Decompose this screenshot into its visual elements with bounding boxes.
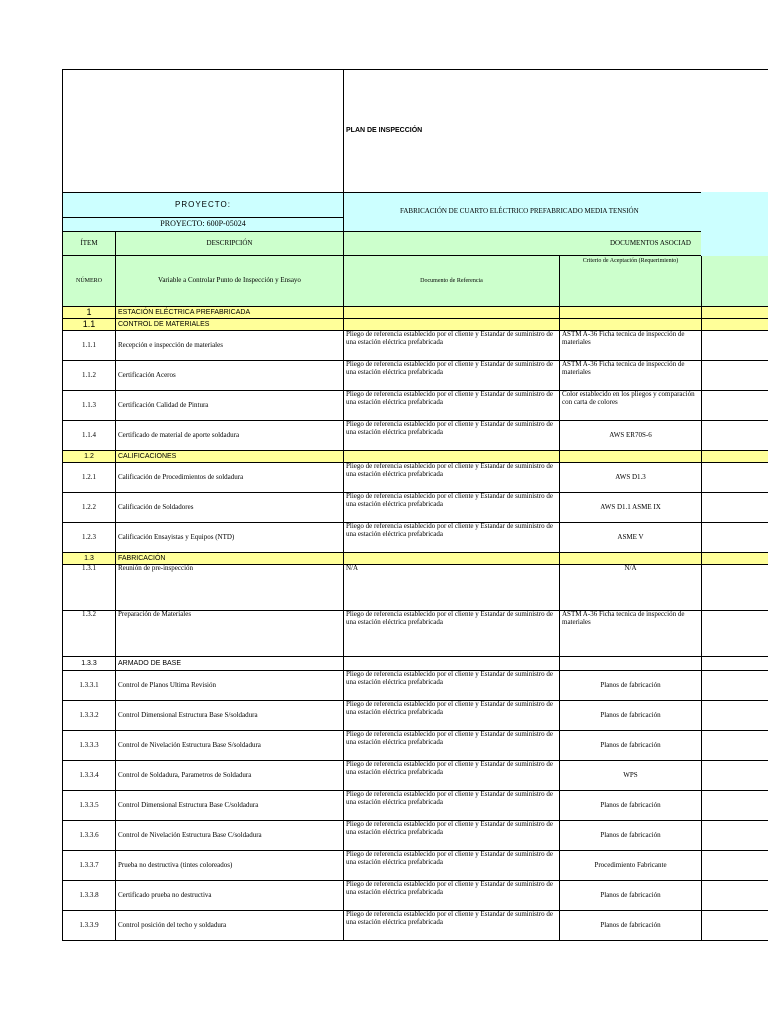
- item-description: Control de Soldadura, Parametros de Soldadura: [116, 761, 344, 791]
- cyan-band-edge: [701, 192, 768, 256]
- section-number: 1.1: [63, 319, 116, 331]
- reference-document: Pliego de referencia establecido por el cliente y Estandar de suministro de una estación eléctrica prefabricada: [344, 361, 560, 391]
- section-title: CALIFICACIONES: [116, 451, 344, 463]
- section-number: 1.2: [63, 451, 116, 463]
- item-description: Calificación de Procedimientos de soldadura: [116, 463, 344, 493]
- reference-document: Pliego de referencia establecido por el cliente y Estandar de suministro de una estación eléctrica prefabricada: [344, 331, 560, 361]
- table-row: [63, 553, 768, 565]
- empty-cell: [702, 701, 768, 731]
- item-number: 1.2.2: [63, 493, 116, 523]
- empty-cell: [702, 851, 768, 881]
- reference-document: Pliego de referencia establecido por el cliente y Estandar de suministro de una estación eléctrica prefabricada: [344, 611, 560, 657]
- acceptance-criteria: ASTM A-36 Ficha tecnica de inspección de materiales: [560, 611, 702, 657]
- table-row: [63, 881, 768, 911]
- empty-cell: [560, 307, 702, 319]
- item-description: Control Dimensional Estructura Base C/soldadura: [116, 791, 344, 821]
- acceptance-criteria: Planos de fabricación: [560, 821, 702, 851]
- empty-cell: [702, 361, 768, 391]
- table-row: [63, 791, 768, 821]
- table-row: [63, 851, 768, 881]
- column-header-row: [63, 232, 768, 256]
- empty-cell: [344, 553, 560, 565]
- col-numero: NÚMERO: [63, 256, 116, 307]
- acceptance-criteria: AWS D1.1 ASME IX: [560, 493, 702, 523]
- acceptance-criteria: Procedimiento Fabricante: [560, 851, 702, 881]
- table-row: [63, 731, 768, 761]
- empty-cell: [702, 611, 768, 657]
- item-number: 1.1.1: [63, 331, 116, 361]
- reference-document: Pliego de referencia establecido por el cliente y Estandar de suministro de una estación eléctrica prefabricada: [344, 911, 560, 941]
- item-number: 1.3.3.6: [63, 821, 116, 851]
- section-number: 1.3.3: [63, 657, 116, 671]
- empty-cell: [560, 319, 702, 331]
- item-number: 1.3.3.9: [63, 911, 116, 941]
- acceptance-criteria: ASME V: [560, 523, 702, 553]
- acceptance-criteria: Planos de fabricación: [560, 731, 702, 761]
- empty-cell: [702, 391, 768, 421]
- reference-document: Pliego de referencia establecido por el cliente y Estandar de suministro de una estación eléctrica prefabricada: [344, 391, 560, 421]
- acceptance-criteria: Color establecido en los pliegos y comparación con carta de colores: [560, 391, 702, 421]
- empty-cell: [702, 319, 768, 331]
- table-row: [63, 701, 768, 731]
- item-number: 1.3.3.4: [63, 761, 116, 791]
- empty-cell: [702, 331, 768, 361]
- title-row: [63, 70, 768, 193]
- item-number: 1.2.1: [63, 463, 116, 493]
- item-description: Control de Nivelación Estructura Base C/soldadura: [116, 821, 344, 851]
- table-row: [63, 463, 768, 493]
- empty-cell: [702, 421, 768, 451]
- empty-cell: [702, 911, 768, 941]
- reference-document: Pliego de referencia establecido por el cliente y Estandar de suministro de una estación eléctrica prefabricada: [344, 421, 560, 451]
- logo-cell: [63, 70, 344, 193]
- item-number: 1.1.4: [63, 421, 116, 451]
- acceptance-criteria: Planos de fabricación: [560, 881, 702, 911]
- page-title: PLAN DE INSPECCIÓN: [344, 70, 768, 193]
- item-description: Reunión de pre-inspección: [116, 565, 344, 611]
- col-documentos: DOCUMENTOS ASOCIAD: [344, 232, 768, 256]
- project-code: PROYECTO: 600P-05024: [63, 218, 344, 232]
- table-row: [63, 565, 768, 611]
- col-doc-ref: Documento de Referencia: [344, 256, 560, 307]
- acceptance-criteria: Planos de fabricación: [560, 791, 702, 821]
- item-description: Certificación Aceros: [116, 361, 344, 391]
- empty-cell: [702, 657, 768, 671]
- table-row: [63, 671, 768, 701]
- item-description: Control de Nivelación Estructura Base S/soldadura: [116, 731, 344, 761]
- table-row: [63, 821, 768, 851]
- section-title: ESTACIÓN ELÉCTRICA PREFABRICADA: [116, 307, 344, 319]
- col-descripcion: DESCRIPCIÓN: [116, 232, 344, 256]
- empty-cell: [702, 761, 768, 791]
- empty-cell: [560, 451, 702, 463]
- empty-cell: [702, 731, 768, 761]
- item-number: 1.3.3.8: [63, 881, 116, 911]
- empty-cell: [344, 657, 560, 671]
- reference-document: Pliego de referencia establecido por el cliente y Estandar de suministro de una estación eléctrica prefabricada: [344, 851, 560, 881]
- item-number: 1.3.3.1: [63, 671, 116, 701]
- empty-cell: [702, 671, 768, 701]
- item-description: Recepción e inspección de materiales: [116, 331, 344, 361]
- empty-cell: [702, 463, 768, 493]
- acceptance-criteria: ASTM A-36 Ficha tecnica de inspección de materiales: [560, 331, 702, 361]
- col-extra: [702, 256, 768, 307]
- table-row: [63, 493, 768, 523]
- acceptance-criteria: WPS: [560, 761, 702, 791]
- inspection-plan-sheet: [62, 69, 768, 945]
- empty-cell: [560, 553, 702, 565]
- reference-document: Pliego de referencia establecido por el cliente y Estandar de suministro de una estación eléctrica prefabricada: [344, 701, 560, 731]
- table-row: [63, 657, 768, 671]
- acceptance-criteria: AWS ER70S-6: [560, 421, 702, 451]
- item-description: Control posición del techo y soldadura: [116, 911, 344, 941]
- table-row: [63, 611, 768, 657]
- empty-cell: [702, 523, 768, 553]
- empty-cell: [702, 791, 768, 821]
- empty-cell: [702, 821, 768, 851]
- col-variable: Variable a Controlar Punto de Inspección y Ensayo: [116, 256, 344, 307]
- item-description: Certificación Calidad de Pintura: [116, 391, 344, 421]
- reference-document: Pliego de referencia establecido por el cliente y Estandar de suministro de una estación eléctrica prefabricada: [344, 463, 560, 493]
- item-number: 1.3.3.7: [63, 851, 116, 881]
- item-description: Control de Planos Ultima Revisión: [116, 671, 344, 701]
- reference-document: Pliego de referencia establecido por el cliente y Estandar de suministro de una estación eléctrica prefabricada: [344, 731, 560, 761]
- table-row: [63, 331, 768, 361]
- reference-document: Pliego de referencia establecido por el cliente y Estandar de suministro de una estación eléctrica prefabricada: [344, 523, 560, 553]
- section-number: 1.3: [63, 553, 116, 565]
- item-number: 1.3.1: [63, 565, 116, 611]
- item-description: Preparación de Materiales: [116, 611, 344, 657]
- table-row: [63, 421, 768, 451]
- reference-document: Pliego de referencia establecido por el cliente y Estandar de suministro de una estación eléctrica prefabricada: [344, 881, 560, 911]
- empty-cell: [344, 307, 560, 319]
- table-row: [63, 911, 768, 941]
- section-title: FABRICACIÓN: [116, 553, 344, 565]
- item-description: Calificación de Soldadores: [116, 493, 344, 523]
- project-label: PROYECTO:: [63, 193, 344, 218]
- table-row: [63, 307, 768, 319]
- table-row: [63, 523, 768, 553]
- table-row: [63, 451, 768, 463]
- project-name: FABRICACIÓN DE CUARTO ELÉCTRICO PREFABRICADO MEDIA TENSIÓN: [344, 193, 768, 232]
- reference-document: N/A: [344, 565, 560, 611]
- subheader-row: [63, 256, 768, 307]
- item-number: 1.1.2: [63, 361, 116, 391]
- acceptance-criteria: N/A: [560, 565, 702, 611]
- item-description: Calificación Ensayistas y Equipos (NTD): [116, 523, 344, 553]
- project-row-1: [63, 193, 768, 218]
- item-number: 1.3.3.5: [63, 791, 116, 821]
- item-number: 1.1.3: [63, 391, 116, 421]
- empty-cell: [702, 881, 768, 911]
- empty-cell: [344, 451, 560, 463]
- acceptance-criteria: Planos de fabricación: [560, 701, 702, 731]
- empty-cell: [702, 451, 768, 463]
- col-item: ÍTEM: [63, 232, 116, 256]
- empty-cell: [702, 307, 768, 319]
- section-title: ARMADO DE BASE: [116, 657, 344, 671]
- col-criterio: Criterio de Aceptación (Requerimiento): [560, 256, 702, 307]
- table-row: [63, 391, 768, 421]
- reference-document: Pliego de referencia establecido por el cliente y Estandar de suministro de una estación eléctrica prefabricada: [344, 671, 560, 701]
- acceptance-criteria: AWS D1.3: [560, 463, 702, 493]
- empty-cell: [560, 657, 702, 671]
- item-description: Certificado de material de aporte soldadura: [116, 421, 344, 451]
- acceptance-criteria: Planos de fabricación: [560, 671, 702, 701]
- table-row: [63, 319, 768, 331]
- section-number: 1: [63, 307, 116, 319]
- reference-document: Pliego de referencia establecido por el cliente y Estandar de suministro de una estación eléctrica prefabricada: [344, 761, 560, 791]
- section-title: CONTROL DE MATERIALES: [116, 319, 344, 331]
- empty-cell: [702, 565, 768, 611]
- table-row: [63, 761, 768, 791]
- empty-cell: [344, 319, 560, 331]
- item-number: 1.3.2: [63, 611, 116, 657]
- table-row: [63, 361, 768, 391]
- acceptance-criteria: Planos de fabricación: [560, 911, 702, 941]
- item-number: 1.3.3.3: [63, 731, 116, 761]
- reference-document: Pliego de referencia establecido por el cliente y Estandar de suministro de una estación eléctrica prefabricada: [344, 821, 560, 851]
- reference-document: Pliego de referencia establecido por el cliente y Estandar de suministro de una estación eléctrica prefabricada: [344, 493, 560, 523]
- item-description: Prueba no destructiva (tintes coloreados): [116, 851, 344, 881]
- empty-cell: [702, 493, 768, 523]
- inspection-plan-table: [62, 69, 768, 941]
- item-number: 1.3.3.2: [63, 701, 116, 731]
- item-description: Control Dimensional Estructura Base S/soldadura: [116, 701, 344, 731]
- item-number: 1.2.3: [63, 523, 116, 553]
- item-description: Certificado prueba no destructiva: [116, 881, 344, 911]
- empty-cell: [702, 553, 768, 565]
- acceptance-criteria: ASTM A-36 Ficha tecnica de inspección de materiales: [560, 361, 702, 391]
- reference-document: Pliego de referencia establecido por el cliente y Estandar de suministro de una estación eléctrica prefabricada: [344, 791, 560, 821]
